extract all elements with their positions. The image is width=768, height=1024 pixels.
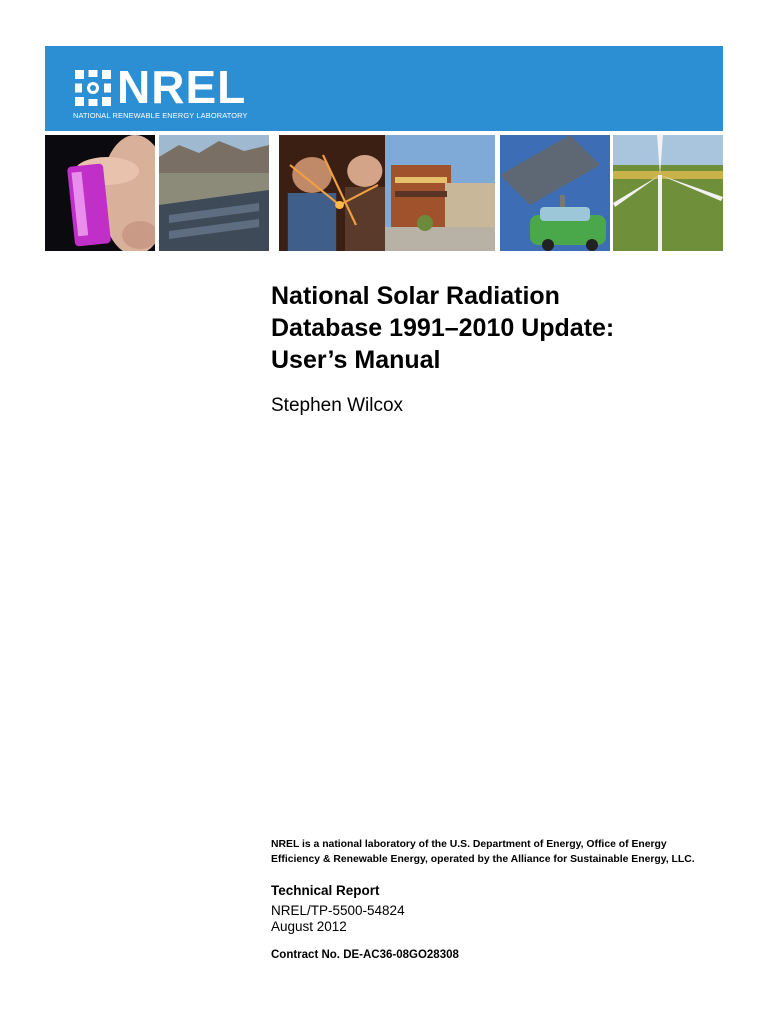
photo-vial [45,135,155,251]
wind-turbine-image [613,135,723,251]
photo-solar-tracker-car [500,135,610,251]
vial-image [45,135,155,251]
report-number: NREL/TP-5500-54824 [271,903,405,918]
solar-field-image [159,135,269,251]
photo-researchers [279,135,389,251]
header-banner [45,46,723,131]
lab-note-line: Efficiency & Renewable Energy, operated by the Alliance for Sustainable Energy, LLC. [271,854,695,865]
solar-tracker-image [500,135,610,251]
contract-number: Contract No. DE-AC36-08GO28308 [271,949,459,961]
photo-solar-field [159,135,269,251]
logo-wordmark: NREL [117,61,247,113]
building-image [385,135,495,251]
author-name: Stephen Wilcox [271,395,404,416]
photo-building [385,135,495,251]
photo-strip [45,135,723,251]
photo-wind-turbine [613,135,723,251]
report-type: Technical Report [271,883,380,898]
lab-note-line: NREL is a national laboratory of the U.S. Department of Energy, Office of Energy [271,839,667,850]
title-line: National Solar Radiation [271,282,560,310]
nrel-logo-mark-icon [73,68,113,108]
logo-subtitle: NATIONAL RENEWABLE ENERGY LABORATORY [73,111,248,120]
title-line: User’s Manual [271,346,441,374]
document-title [271,280,731,376]
title-line: Database 1991–2010 Update: [271,314,615,342]
lab-note [271,837,741,867]
researchers-image [279,135,389,251]
report-date: August 2012 [271,919,347,934]
